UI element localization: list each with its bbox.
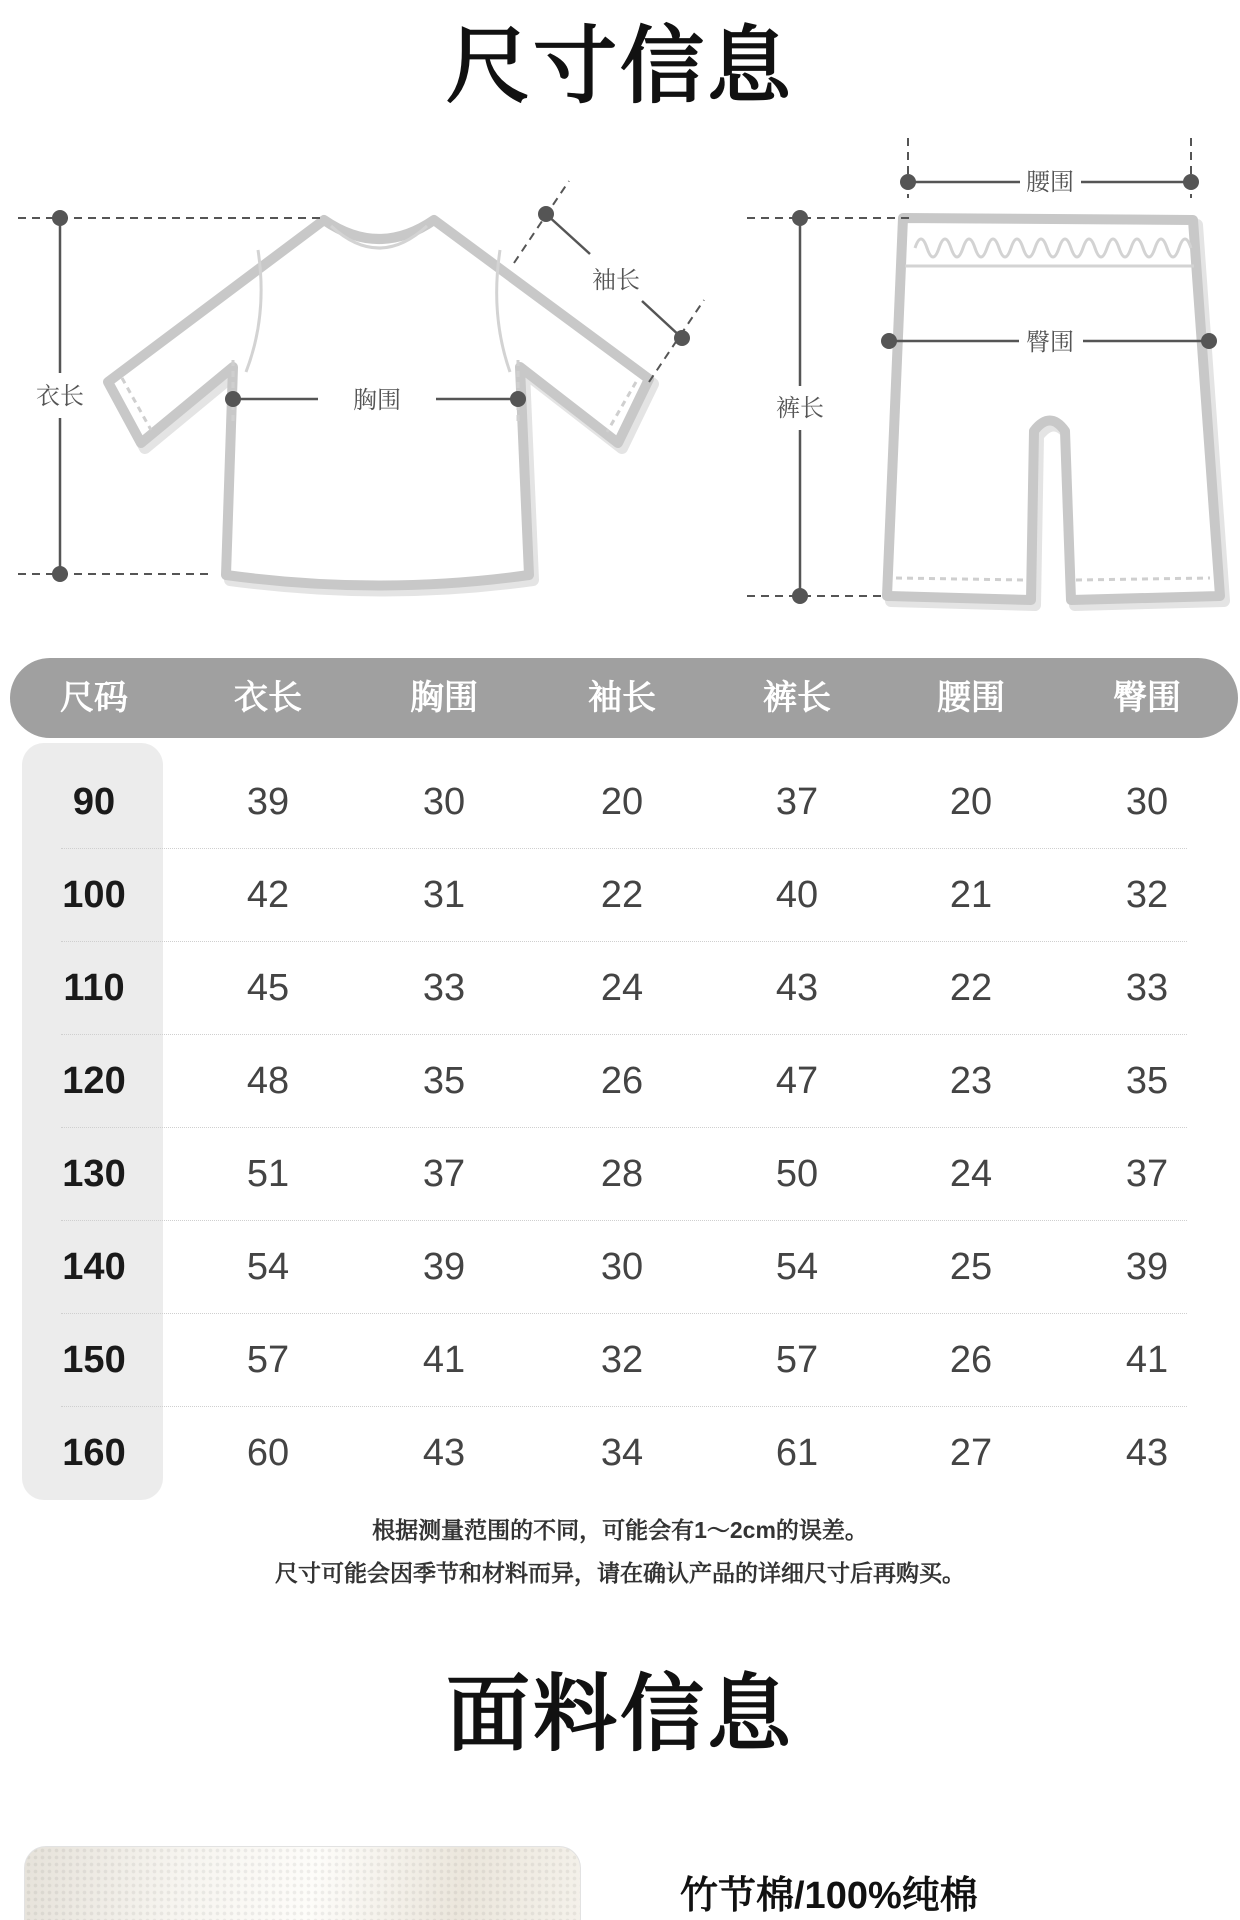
size-info-title: 尺寸信息 bbox=[445, 19, 794, 113]
hip-cell: 41 bbox=[1125, 1339, 1169, 1381]
table-row bbox=[0, 1035, 1240, 1128]
size-cell: 100 bbox=[62, 874, 126, 916]
size-table-header bbox=[10, 658, 1238, 738]
table-row bbox=[0, 1407, 1240, 1500]
sleeve-top-guide bbox=[514, 181, 569, 263]
purchase-note: 尺寸可能会因季节和材料而异，请在确认产品的详细尺寸后再购买。 bbox=[275, 1560, 965, 1586]
top-length-cell: 57 bbox=[246, 1339, 290, 1381]
sleeve-cell: 20 bbox=[600, 781, 644, 823]
top-length-cell: 54 bbox=[246, 1246, 290, 1288]
fabric-photo bbox=[24, 1846, 581, 1920]
size-diagram bbox=[0, 0, 1240, 640]
pants-length-cell: 50 bbox=[775, 1153, 819, 1195]
sleeve-label: 袖长 bbox=[592, 267, 640, 294]
waist-cell: 26 bbox=[949, 1339, 993, 1381]
sleeve-cell: 22 bbox=[600, 874, 644, 916]
header-hip: 臀围 bbox=[1113, 679, 1181, 717]
fabric-material: 竹节棉/100%纯棉 bbox=[680, 1875, 978, 1917]
hip-cell: 32 bbox=[1125, 874, 1169, 916]
size-cell: 130 bbox=[62, 1153, 126, 1195]
sleeve-cell: 32 bbox=[600, 1339, 644, 1381]
chest-cell: 30 bbox=[422, 781, 466, 823]
chest-left-dot bbox=[225, 391, 241, 407]
pants-outline bbox=[887, 218, 1220, 600]
fabric-info-title: 面料信息 bbox=[445, 1667, 794, 1761]
table-row bbox=[0, 1314, 1240, 1407]
table-row bbox=[0, 942, 1240, 1035]
size-cell: 90 bbox=[72, 781, 116, 823]
waist-left-dot bbox=[900, 174, 916, 190]
top-length-cell: 42 bbox=[246, 874, 290, 916]
sleeve-cell: 30 bbox=[600, 1246, 644, 1288]
pants-length-cell: 61 bbox=[775, 1432, 819, 1474]
chest-cell: 33 bbox=[422, 967, 466, 1009]
hip-cell: 35 bbox=[1125, 1060, 1169, 1102]
waist-cell: 27 bbox=[949, 1432, 993, 1474]
size-cell: 120 bbox=[62, 1060, 126, 1102]
shirt-length-label: 衣长 bbox=[36, 383, 84, 410]
top-length-cell: 48 bbox=[246, 1060, 290, 1102]
pants-length-cell: 54 bbox=[775, 1246, 819, 1288]
top-length-cell: 60 bbox=[246, 1432, 290, 1474]
hip-cell: 33 bbox=[1125, 967, 1169, 1009]
waist-label: 腰围 bbox=[1026, 169, 1074, 196]
shirt-length-top-dot bbox=[52, 210, 68, 226]
pants-length-cell: 47 bbox=[775, 1060, 819, 1102]
hip-cell: 43 bbox=[1125, 1432, 1169, 1474]
chest-cell: 43 bbox=[422, 1432, 466, 1474]
size-cell: 140 bbox=[62, 1246, 126, 1288]
chest-cell: 41 bbox=[422, 1339, 466, 1381]
hip-cell: 37 bbox=[1125, 1153, 1169, 1195]
sleeve-cell: 26 bbox=[600, 1060, 644, 1102]
chest-cell: 35 bbox=[422, 1060, 466, 1102]
chest-cell: 37 bbox=[422, 1153, 466, 1195]
sleeve-cell: 34 bbox=[600, 1432, 644, 1474]
waist-cell: 20 bbox=[949, 781, 993, 823]
hip-cell: 30 bbox=[1125, 781, 1169, 823]
hip-right-dot bbox=[1201, 333, 1217, 349]
waist-cell: 23 bbox=[949, 1060, 993, 1102]
pants-length-cell: 43 bbox=[775, 967, 819, 1009]
pants-length-top-dot bbox=[792, 210, 808, 226]
sleeve-top-dot bbox=[538, 206, 554, 222]
waist-right-dot bbox=[1183, 174, 1199, 190]
pants-length-cell: 40 bbox=[775, 874, 819, 916]
size-cell: 160 bbox=[62, 1432, 126, 1474]
pants-diagram bbox=[747, 138, 1224, 605]
pants-length-label: 裤长 bbox=[776, 395, 824, 422]
chest-cell: 31 bbox=[422, 874, 466, 916]
table-row bbox=[0, 1128, 1240, 1221]
sleeve-cell: 24 bbox=[600, 967, 644, 1009]
top-length-cell: 51 bbox=[246, 1153, 290, 1195]
header-size: 尺码 bbox=[60, 679, 128, 717]
waist-cell: 22 bbox=[949, 967, 993, 1009]
header-chest: 胸围 bbox=[410, 679, 478, 717]
sleeve-cell: 28 bbox=[600, 1153, 644, 1195]
size-cell: 110 bbox=[63, 967, 125, 1009]
hip-cell: 39 bbox=[1125, 1246, 1169, 1288]
header-waist: 腰围 bbox=[937, 679, 1005, 717]
table-row bbox=[0, 849, 1240, 942]
waist-cell: 24 bbox=[949, 1153, 993, 1195]
sleeve-line bbox=[642, 301, 682, 338]
waist-cell: 25 bbox=[949, 1246, 993, 1288]
shirt-diagram bbox=[18, 181, 704, 591]
waist-cell: 21 bbox=[949, 874, 993, 916]
hip-label: 臀围 bbox=[1026, 329, 1074, 356]
header-pants-length: 裤长 bbox=[763, 679, 831, 717]
sleeve-line bbox=[546, 214, 590, 254]
header-sleeve: 袖长 bbox=[588, 679, 656, 717]
top-length-cell: 45 bbox=[246, 967, 290, 1009]
sleeve-bottom-dot bbox=[674, 330, 690, 346]
size-cell: 150 bbox=[62, 1339, 126, 1381]
hip-left-dot bbox=[881, 333, 897, 349]
table-row bbox=[0, 1221, 1240, 1314]
pants-length-cell: 37 bbox=[775, 781, 819, 823]
chest-right-dot bbox=[510, 391, 526, 407]
chest-label: 胸围 bbox=[353, 387, 401, 414]
measurement-note: 根据测量范围的不同，可能会有1～2cm的误差。 bbox=[372, 1517, 868, 1543]
pants-length-cell: 57 bbox=[775, 1339, 819, 1381]
table-row bbox=[0, 756, 1240, 849]
header-top-length: 衣长 bbox=[234, 679, 302, 717]
pants-length-bottom-dot bbox=[792, 588, 808, 604]
top-length-cell: 39 bbox=[246, 781, 290, 823]
chest-cell: 39 bbox=[422, 1246, 466, 1288]
shirt-length-bottom-dot bbox=[52, 566, 68, 582]
